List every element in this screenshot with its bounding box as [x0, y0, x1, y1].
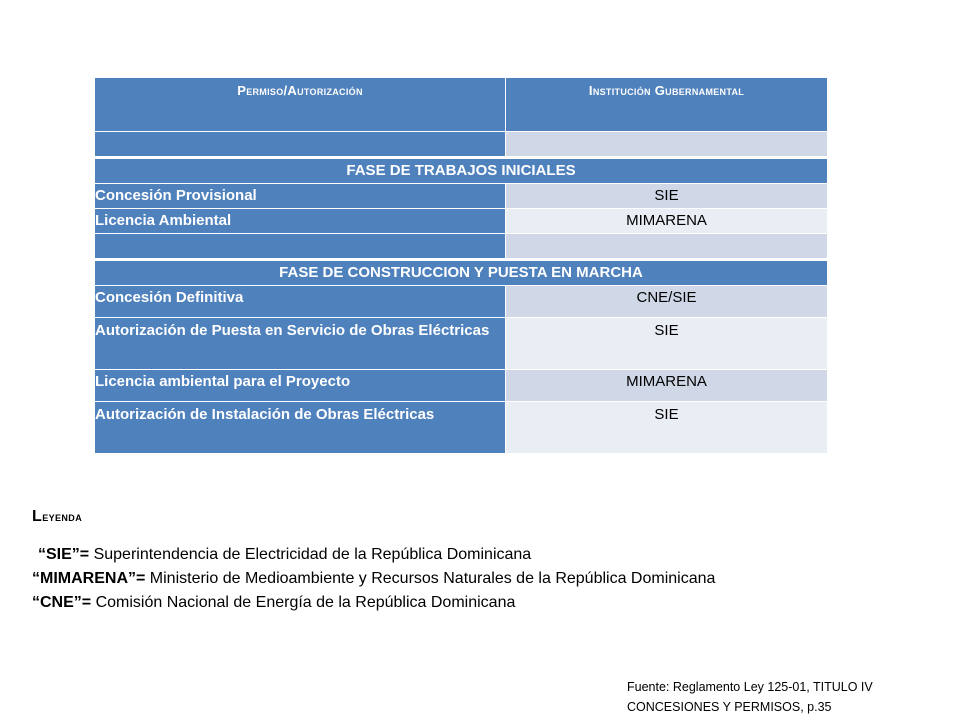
phase-title: FASE DE CONSTRUCCION Y PUESTA EN MARCHA	[95, 259, 828, 286]
table-row	[95, 402, 828, 454]
table-row	[95, 286, 828, 318]
table-row	[95, 184, 828, 209]
phase-row-construction	[95, 259, 828, 286]
legend-key: “SIE”=	[38, 546, 90, 563]
legend-item-mimarena	[32, 567, 715, 591]
source-note	[627, 677, 947, 717]
permit-cell: Licencia ambiental para el Proyecto	[95, 370, 506, 402]
permits-table	[95, 78, 828, 454]
legend-key: “CNE”=	[32, 594, 92, 611]
legend-item-cne	[32, 591, 715, 615]
header-permit: Permiso/Autorización	[95, 78, 506, 132]
legend	[32, 505, 715, 615]
institution-cell: SIE	[506, 402, 828, 454]
table-row	[95, 209, 828, 234]
table-row	[95, 318, 828, 370]
source-line-2: CONCESIONES Y PERMISOS, p.35	[627, 700, 832, 714]
permit-cell: Concesión Provisional	[95, 184, 506, 209]
permit-cell: Autorización de Puesta en Servicio de Obras Eléctricas	[95, 318, 506, 370]
table-row	[95, 370, 828, 402]
legend-text: Ministerio de Medioambiente y Recursos Naturales de la República Dominicana	[145, 570, 716, 587]
blank-row	[95, 132, 828, 157]
legend-key: “MIMARENA”=	[32, 570, 146, 587]
source-line-1: Fuente: Reglamento Ley 125-01, TITULO IV	[627, 680, 873, 694]
header-institution: Institución Gubernamental	[506, 78, 828, 132]
permit-cell: Autorización de Instalación de Obras Eléctricas	[95, 402, 506, 454]
permit-cell: Licencia Ambiental	[95, 209, 506, 234]
institution-cell: SIE	[506, 184, 828, 209]
institution-cell: MIMARENA	[506, 370, 828, 402]
institution-cell: SIE	[506, 318, 828, 370]
institution-cell: MIMARENA	[506, 209, 828, 234]
legend-text: Superintendencia de Electricidad de la República Dominicana	[89, 546, 532, 563]
phase-title: FASE DE TRABAJOS INICIALES	[95, 157, 828, 184]
table-header-row	[95, 78, 828, 132]
legend-text: Comisión Nacional de Energía de la República Dominicana	[91, 594, 516, 611]
phase-row-initial	[95, 157, 828, 184]
institution-cell: CNE/SIE	[506, 286, 828, 318]
legend-title: Leyenda	[32, 508, 83, 525]
permit-cell: Concesión Definitiva	[95, 286, 506, 318]
blank-row	[95, 234, 828, 259]
legend-item-sie	[32, 543, 715, 567]
